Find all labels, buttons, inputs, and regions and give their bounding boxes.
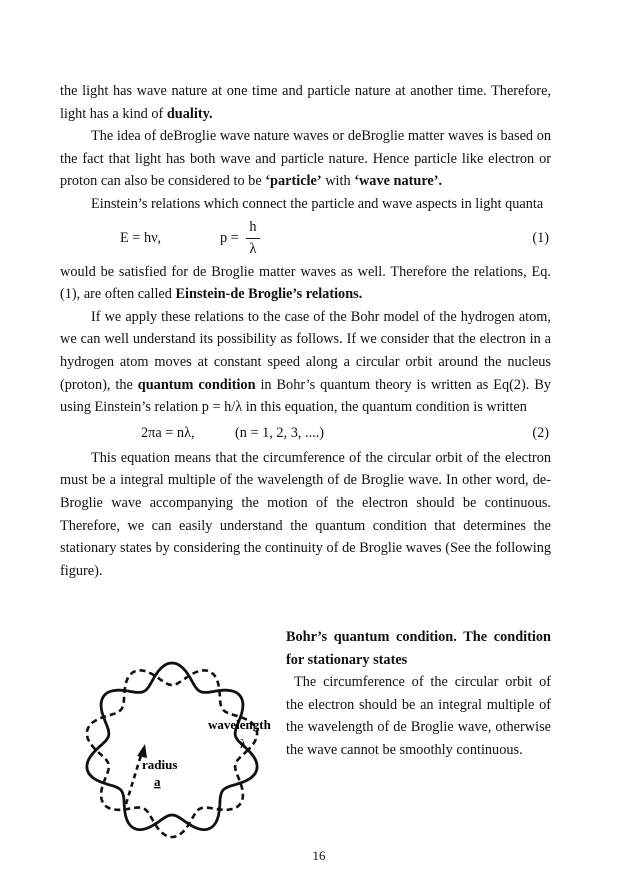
wave-solid bbox=[87, 663, 257, 830]
einstein-debroglie-bold: Einstein-de Broglie’s relations. bbox=[175, 286, 363, 303]
wave-nature-bold: ‘wave nature’. bbox=[354, 173, 443, 190]
equation-2-number: (2) bbox=[532, 424, 549, 441]
para2-text: The idea of deBroglie wave nature waves or deBroglie matter waves is based on the fact that light has both wave and particle nature. Hence particle like electron or proton can also be considered to be bbox=[60, 128, 551, 190]
equation-1-numerator: h bbox=[249, 218, 257, 235]
paragraph-bohr-model bbox=[60, 306, 551, 419]
particle-bold: ‘particle’ bbox=[265, 173, 322, 190]
radius-arrowhead bbox=[137, 744, 147, 758]
para1-text: the light has wave nature at one time and particle nature at another time. Therefore, light has a kind of bbox=[60, 83, 551, 122]
page-number: 16 bbox=[312, 848, 326, 863]
figure-caption bbox=[286, 626, 551, 762]
para5-text2: in Bohr’s quantum theory is written as Eq(2). By using Einstein’s relation p = h/λ in this equation, the quantum condition is written bbox=[60, 376, 551, 416]
body-text bbox=[60, 80, 551, 582]
paragraph-einstein-debroglie bbox=[60, 261, 551, 306]
bohr-orbit-figure bbox=[60, 632, 284, 842]
wave-dashed bbox=[87, 670, 257, 837]
radius-arrow bbox=[126, 752, 142, 804]
equation-2-left: 2πa = nλ, bbox=[141, 424, 195, 441]
equation-1 bbox=[60, 216, 551, 261]
wavelength-label: wavelength bbox=[208, 717, 271, 732]
para5-text1: If we apply these relations to the case of the Bohr model of the hydrogen atom, we can well understand its possibility as follows. If we consider that the electron in a hydrogen atom moves at constant speed along a circular orbit around the nucleus (proton), the bbox=[60, 308, 551, 393]
caption-title: Bohr’s quantum condition. The condition for stationary states bbox=[286, 629, 551, 668]
equation-2 bbox=[60, 419, 551, 447]
caption-text: The circumference of the circular orbit of the electron should be an integral multiple of the wavelength of de Broglie wave, otherwise the wave cannot be smoothly continuous. bbox=[286, 674, 551, 758]
paragraph-einstein-relations: Einstein’s relations which connect the particle and wave aspects in light quanta bbox=[91, 195, 544, 212]
para4-text: would be satisfied for de Broglie matter waves as well. Therefore the relations, Eq.(1), are often called bbox=[60, 263, 551, 303]
radius-symbol: a bbox=[154, 774, 161, 789]
paragraph-debroglie-idea bbox=[60, 125, 551, 193]
radius-label: radius bbox=[142, 757, 178, 772]
paragraph-duality bbox=[60, 80, 551, 125]
equation-1-p-lhs: p = bbox=[220, 229, 239, 246]
debroglie-wave-diagram bbox=[60, 632, 284, 842]
equation-1-denominator: λ bbox=[249, 240, 257, 257]
lambda-label: λ bbox=[240, 736, 247, 751]
equation-1-energy: E = hν, bbox=[120, 229, 162, 246]
duality-bold: duality. bbox=[166, 105, 213, 122]
equation-2-condition: (n = 1, 2, 3, ....) bbox=[235, 424, 325, 441]
paragraph-integral-multiple: This equation means that the circumference of the circular orbit of the electron must be a integral multiple of the wavelength of de Broglie wave. In other word, de-Broglie wave accompanying the motion of the electron should be continuous. Therefore, we can easily understand the quantum condition that determines the stationary states by considering the continuity of de Broglie waves (See the following figure). bbox=[60, 449, 551, 579]
para2-mid: with bbox=[321, 173, 355, 190]
quantum-condition-bold: quantum condition bbox=[137, 376, 256, 393]
wave-group bbox=[87, 663, 257, 837]
equation-1-number: (1) bbox=[532, 229, 549, 246]
